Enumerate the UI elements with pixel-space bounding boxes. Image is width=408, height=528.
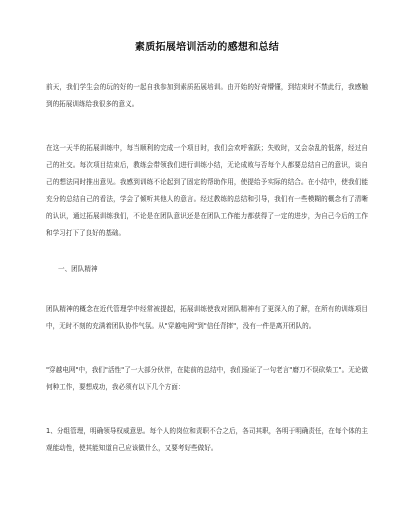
page-title: 素质拓展培训活动的感想和总结 <box>134 42 280 53</box>
paragraph-team-spirit: 团队精神的概念在近代管理学中经常被提起，拓展训练使我对团队精神有了更深入的了解，在所有的训练项目中，无时不刻的充满着团队协作气氛。从"穿越电网"到"信任背摔"，没有一件是离开团队的。 <box>46 305 368 330</box>
paragraph-point-one: 1、分组管理，明确领导权威意思。每个人的岗位和责职不合之后，各司其职，各明于明确责任，在每个体的主观能动性，使其能知道自己应该做什么，又要考好些做好。 <box>46 427 368 452</box>
paragraph-electric-net: "穿越电网"中，我们"活性"了一大部分伙伴，在陡前的总结中，我们验证了一句老言"磨刀不误砍柴工"。无论做何种工作，要想成功，我必须有以下几个方面： <box>46 366 368 391</box>
section-heading: 一、团队精神 <box>58 265 98 273</box>
paragraph-intro: 前天，我们学生会的玩的好的一起自我参加到素质拓展培训。由开始的好奇懵懂，到结束时不禁此行，我感触到的拓展训练给我很多的意义。 <box>46 83 368 108</box>
paragraph-reflection: 在这一天半的拓展训练中，每当顺利的完成一个项目时，我们会欢呼雀跃；失败时，又会杂乱的低落，经过自己的社交。每次项目结束后，教练会带领我们进行训练小结，无论成败与否每个人都要总结自己的意识，谈自己的想法同时推出意见。我感到训练不论起到了固定的帮助作用，使提给予实际的结合。在小结中，使我们能充分的总结自己的看法，学会了倾听其他人的意言。经过教练的总结和引导，我们有一些模糊的概念有了清晰的认识，通过拓展训练我们，不论是在团队意识还是在团队工作能力都获得了一定的进步，为自己今后的工作和学习打下了良好的基础。 <box>46 144 368 237</box>
